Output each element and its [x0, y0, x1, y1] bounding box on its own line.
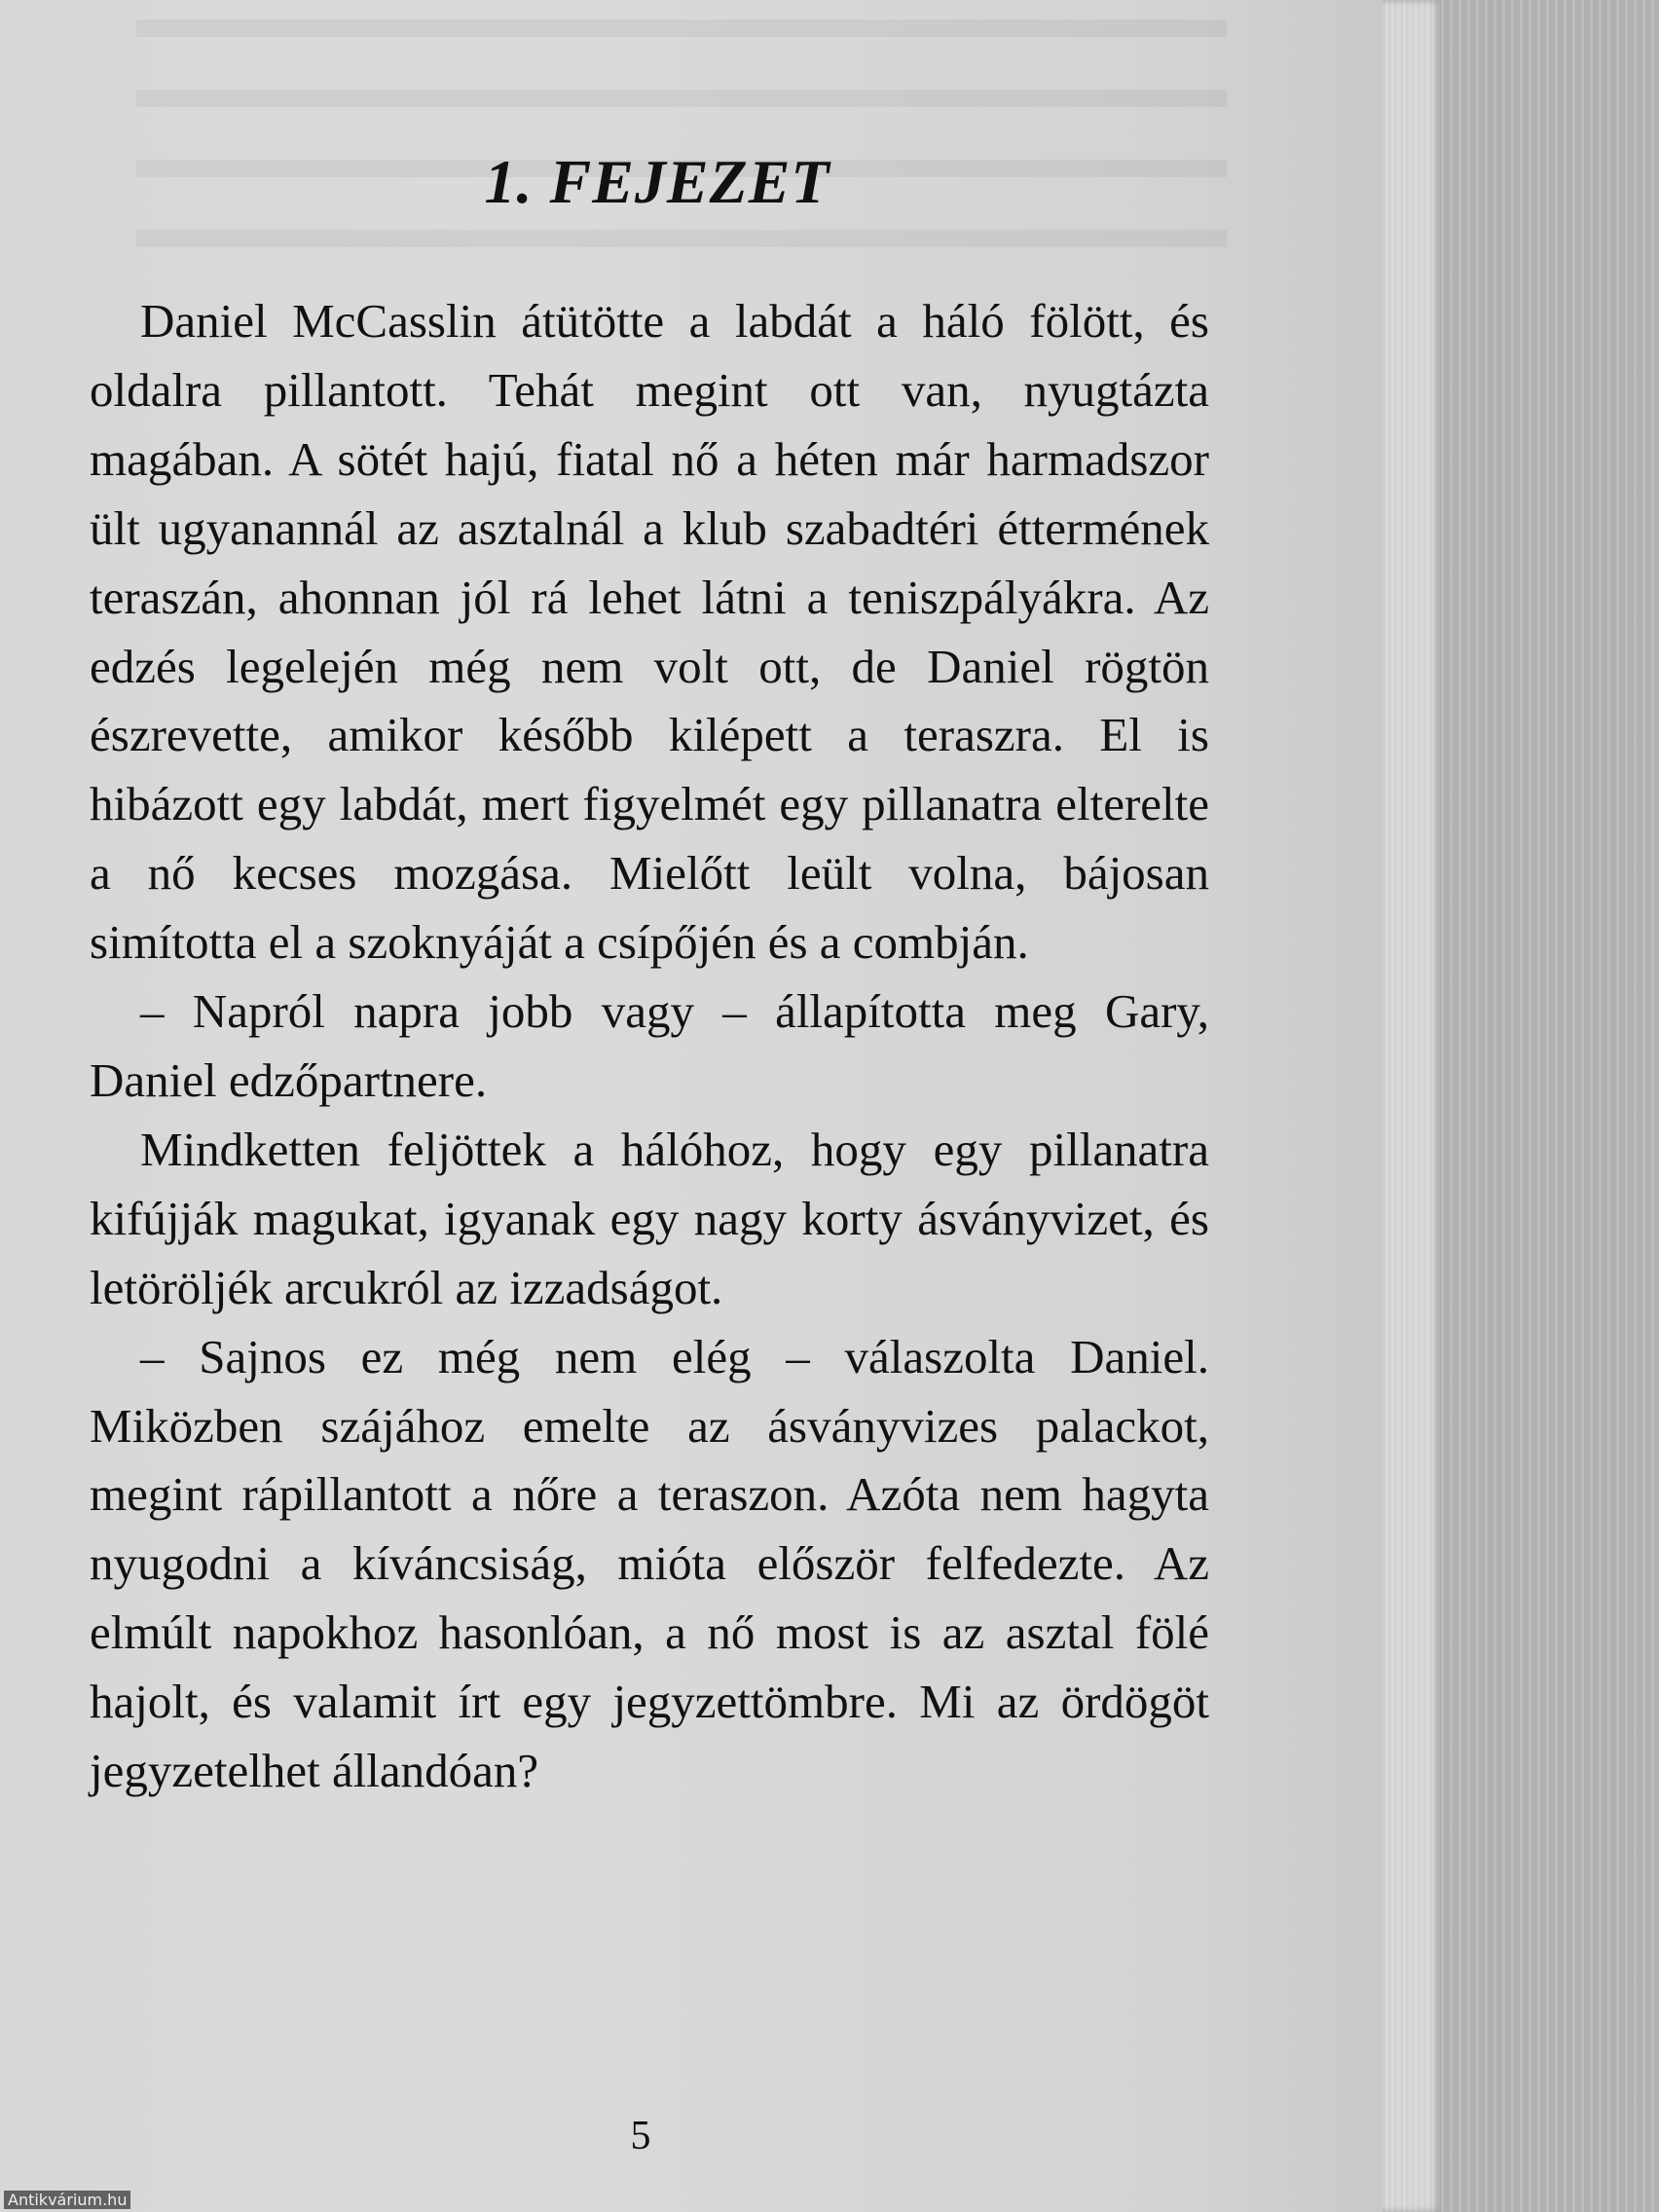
page-stack-edge — [1382, 0, 1441, 2212]
page-number: 5 — [630, 2114, 651, 2158]
paragraph-1: Daniel McCasslin átütötte a labdát a háló fölött, és oldalra pillantott. Tehát megint ott van, nyugtázta magában. A sötét hajú, fiatal nő a héten már harmadszor ült ugyanannál az asztalnál a klub szabadtéri éttermének teraszán, ahonnan jól rá lehet látni a teniszpályákra. Az edzés legelején még nem volt ott, de Daniel rögtön észrevette, amikor később kilépett a teraszra. El is hibázott egy labdát, mert figyelmét egy pillanatra elterelte a nő kecses mozgása. Mielőtt leült volna, bájosan simította el a szoknyáját a csípőjén és a combján. — [90, 294, 1209, 970]
paragraph-3: Mindketten feljöttek a hálóhoz, hogy egy pillanatra kifújják magukat, igyanak egy nagy korty ásványvizet, és letöröljék arcukról az izzadságot. — [90, 1122, 1209, 1314]
watermark: Antikvárium.hu — [4, 2191, 130, 2209]
paragraph-2: – Napról napra jobb vagy – állapította meg Gary, Daniel edzőpartnere. — [90, 984, 1209, 1107]
paragraph-4: – Sajnos ez még nem elég – válaszolta Daniel. Miközben szájához emelte az ásványvizes palackot, megint rápillantott a nőre a teraszon. Azóta nem hagyta nyugodni a kíváncsiság, mióta először felfedezte. Az elmúlt napokhoz hasonlóan, a nő most is az asztal fölé hajolt, és valamit írt egy jegyzettömbre. Mi az ördögöt jegyzetelhet állandóan? — [90, 1329, 1209, 1798]
background-surface — [1441, 0, 1659, 2212]
chapter-title: 1. FEJEZET — [484, 147, 830, 216]
body-text — [90, 287, 1209, 1806]
